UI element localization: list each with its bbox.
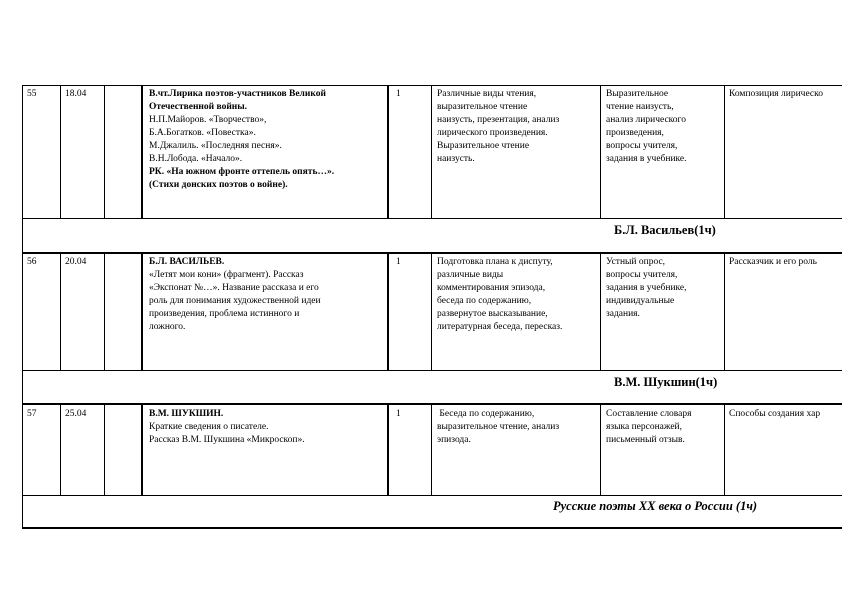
activity-line: различные виды xyxy=(437,270,504,280)
topic-line: Н.П.Майоров. «Творчество», xyxy=(149,115,267,125)
table-rule xyxy=(104,252,105,370)
theory-line: Композиция лирическо xyxy=(729,89,824,99)
control-line: языка персонажей, xyxy=(606,422,682,432)
activity-line: развернутое высказывание, xyxy=(437,309,548,319)
control-line: вопросы учителя, xyxy=(606,141,678,151)
table-rule xyxy=(387,85,389,218)
lesson-theory xyxy=(729,256,842,269)
control-line: письменный отзыв. xyxy=(606,435,685,445)
activity-line: наизусть. xyxy=(437,154,475,164)
lesson-control xyxy=(606,256,723,321)
activity-line: беседа по содержанию, xyxy=(437,296,532,306)
topic-line: М.Джалиль. «Последняя песня». xyxy=(149,141,282,151)
section-heading: В.М. Шукшин(1ч) xyxy=(614,375,718,389)
topic-line: Б.Л. ВАСИЛЬЕВ. xyxy=(149,257,225,267)
topic-line: «Летят мои кони» (фрагмент). Рассказ xyxy=(149,270,304,280)
theory-line: Рассказчик и его роль xyxy=(729,257,817,267)
activity-line: лирического произведения. xyxy=(437,128,548,138)
table-rule xyxy=(22,495,842,496)
table-rule xyxy=(60,403,61,495)
control-line: вопросы учителя, xyxy=(606,270,678,280)
table-rule xyxy=(600,403,601,495)
activity-line: Выразительное чтение xyxy=(437,141,530,151)
section-heading: Русские поэты XX века о России (1ч) xyxy=(553,499,758,513)
topic-line: «Экспонат №…». Название рассказа и его xyxy=(149,283,319,293)
control-line: Составление словаря xyxy=(606,409,692,419)
activity-line: Подготовка плана к диспуту, xyxy=(437,257,553,267)
table-rule xyxy=(22,252,842,254)
control-line: произведения, xyxy=(606,128,664,138)
control-line: задания в учебнике, xyxy=(606,283,687,293)
lesson-activities xyxy=(437,88,599,166)
topic-line: роль для понимания художественной идеи xyxy=(149,296,321,306)
table-rule xyxy=(22,527,842,529)
table-rule xyxy=(104,85,105,218)
lesson-topic xyxy=(149,88,385,192)
table-rule xyxy=(387,403,389,495)
table-rule xyxy=(141,85,143,218)
control-line: задания в учебнике. xyxy=(606,154,687,164)
lesson-control xyxy=(606,88,723,166)
topic-line: В.М. ШУКШИН. xyxy=(149,409,224,419)
lesson-theory xyxy=(729,88,842,101)
activity-line: комментирования эпизода, xyxy=(437,283,546,293)
control-line: чтение наизусть, xyxy=(606,102,674,112)
table-rule xyxy=(724,85,725,218)
lesson-topic xyxy=(149,408,385,447)
topic-line: произведения, проблема истинного и xyxy=(149,309,300,319)
table-rule xyxy=(141,403,143,495)
topic-line: РК. «На южном фронте оттепель опять…». xyxy=(149,167,335,177)
table-rule xyxy=(22,370,842,371)
activity-line: наизусть, презентация, анализ xyxy=(437,115,560,125)
topic-line: В.Н.Лобода. «Начало». xyxy=(149,154,243,164)
table-rule xyxy=(22,218,842,219)
table-rule xyxy=(60,85,61,218)
lesson-hours: 1 xyxy=(396,257,401,267)
table-rule xyxy=(22,85,842,86)
table-rule xyxy=(431,252,432,370)
lesson-hours: 1 xyxy=(396,89,401,99)
control-line: индивидуальные xyxy=(606,296,675,306)
table-rule xyxy=(104,403,105,495)
topic-line: В.чт.Лирика поэтов-участников Великой xyxy=(149,89,326,99)
lesson-date: 18.04 xyxy=(65,89,87,99)
control-line: Выразительное xyxy=(606,89,669,99)
lesson-theory xyxy=(729,408,842,421)
lesson-number: 57 xyxy=(27,409,37,419)
table-rule xyxy=(60,252,61,370)
table-rule xyxy=(22,85,23,527)
lesson-date: 20.04 xyxy=(65,257,87,267)
section-heading: Б.Л. Васильев(1ч) xyxy=(614,223,716,237)
lesson-number: 56 xyxy=(27,257,37,267)
table-rule xyxy=(431,403,432,495)
control-line: задания. xyxy=(606,309,640,319)
lesson-topic xyxy=(149,256,385,334)
table-rule xyxy=(141,252,143,370)
lesson-number: 55 xyxy=(27,89,37,99)
table-rule xyxy=(724,252,725,370)
topic-line: Отечественной войны. xyxy=(149,102,248,112)
topic-line: Б.А.Богатков. «Повестка». xyxy=(149,128,256,138)
activity-line: выразительное чтение xyxy=(437,102,528,112)
table-rule xyxy=(387,252,389,370)
table-rule xyxy=(724,403,725,495)
topic-line: ложного. xyxy=(149,322,186,332)
control-line: Устный опрос, xyxy=(606,257,666,267)
lesson-activities xyxy=(437,256,599,334)
lesson-control xyxy=(606,408,723,447)
table-rule xyxy=(22,403,842,405)
table-rule xyxy=(600,85,601,218)
lesson-activities xyxy=(437,408,599,447)
lesson-date: 25.04 xyxy=(65,409,87,419)
lesson-hours: 1 xyxy=(396,409,401,419)
topic-line: Рассказ В.М. Шукшина «Микроскоп». xyxy=(149,435,305,445)
table-rule xyxy=(431,85,432,218)
topic-line: Краткие сведения о писателе. xyxy=(149,422,269,432)
activity-line: Беседа по содержанию, xyxy=(437,409,535,419)
activity-line: литературная беседа, пересказ. xyxy=(437,322,563,332)
control-line: анализ лирического xyxy=(606,115,686,125)
activity-line: эпизода. xyxy=(437,435,471,445)
topic-line: (Стихи донских поэтов о войне). xyxy=(149,180,288,190)
theory-line: Способы создания хар xyxy=(729,409,821,419)
activity-line: выразительное чтение, анализ xyxy=(437,422,560,432)
activity-line: Различные виды чтения, xyxy=(437,89,537,99)
table-rule xyxy=(600,252,601,370)
